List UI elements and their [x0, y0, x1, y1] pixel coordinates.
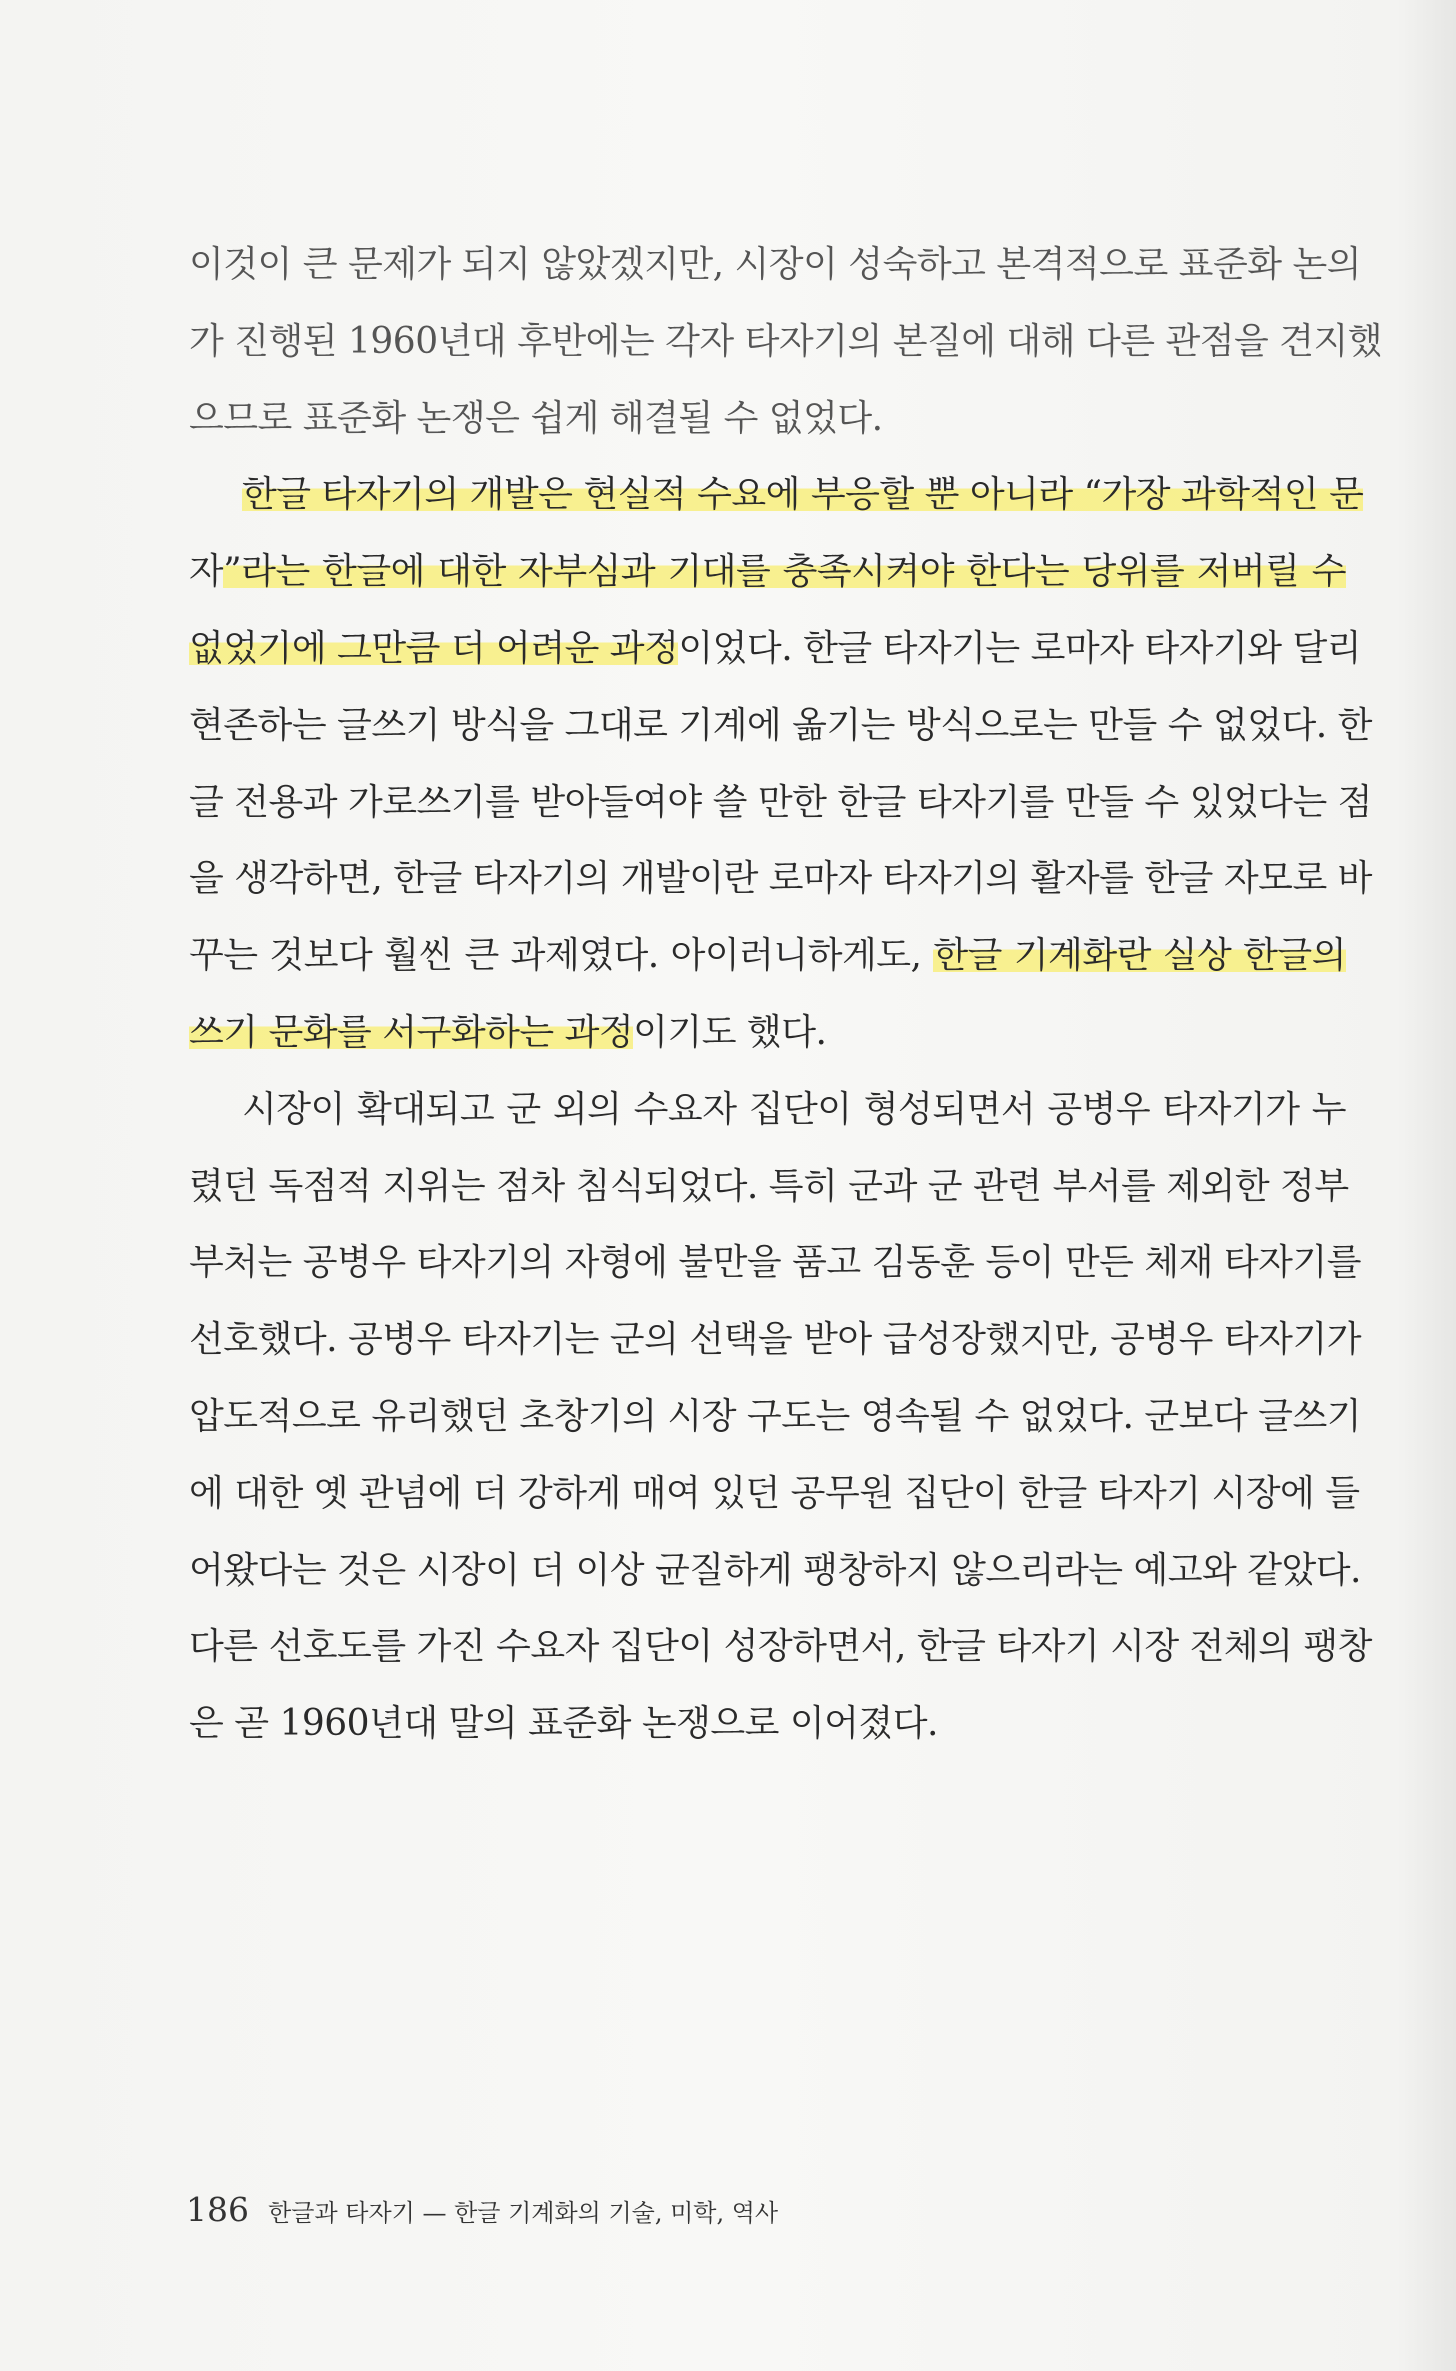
text-segment: 렸던 독점적 지위는 점차 침식되었다. 특히 군과 군 관련 부서를 제외한 정부: [189, 1165, 1349, 1207]
text-line: [189, 1085, 1346, 1162]
text-segment: 을 생각하면, 한글 타자기의 개발이란 로마자 타자기의 활자를 한글 자모로 바: [189, 858, 1372, 900]
highlighted-text: 쓰기 문화를 서구화하는 과정: [189, 1011, 634, 1053]
text-segment: 이것이 큰 문제가 되지 않았겠지만, 시장이 성숙하고 본격적으로 표준화 논의: [189, 244, 1361, 285]
highlighted-text: 한글 타자기의 개발은 현실적 수요에 부응할 뿐 아니라 “가장 과학적인 문: [242, 474, 1364, 516]
text-line: [189, 701, 1372, 778]
text-segment: 글 전용과 가로쓰기를 받아들여야 쓸 만한 한글 타자기를 만들 수 있었다는 점: [189, 781, 1372, 823]
text-segment: 으므로 표준화 논쟁은 쉽게 해결될 수 없었다.: [189, 397, 883, 439]
text-line: [189, 1392, 1361, 1469]
page-number: 186: [186, 2190, 249, 2229]
text-line: [189, 1162, 1349, 1239]
text-line: [189, 1546, 1361, 1623]
text-line: [189, 1469, 1360, 1546]
highlighted-text: 없었기에 그만큼 더 어려운 과정: [189, 627, 679, 669]
text-segment: 현존하는 글쓰기 방식을 그대로 기계에 옮기는 방식으로는 만들 수 없었다. 한: [189, 704, 1372, 746]
text-segment: 가 진행된 1960년대 후반에는 각자 타자기의 본질에 대해 다른 관점을 견지했: [189, 320, 1383, 362]
running-title: 한글과 타자기 — 한글 기계화의 기술, 미학, 역사: [268, 2199, 779, 2227]
text-line: [189, 1699, 1346, 1776]
text-line: [189, 1238, 1361, 1315]
text-segment: 은 곧 1960년대 말의 표준화 논쟁으로 이어졌다.: [189, 1703, 938, 1745]
text-line: [189, 1622, 1372, 1699]
highlighted-text: ”라는 한글에 대한 자부심과 기대를 충족시켜야 한다는 당위를 저버릴 수: [223, 551, 1346, 593]
page-footer: [186, 2190, 778, 2229]
text-line: [189, 317, 1383, 394]
body-text: [189, 240, 1383, 1776]
text-line: [189, 931, 1346, 1008]
text-segment: 압도적으로 유리했던 초창기의 시장 구도는 영속될 수 없었다. 군보다 글쓰기: [189, 1395, 1361, 1437]
text-line: [189, 240, 1361, 317]
text-line: [189, 547, 1346, 624]
highlighted-text: 한글 기계화란 실상 한글의: [933, 935, 1346, 977]
text-segment: 어왔다는 것은 시장이 더 이상 균질하게 팽창하지 않으리라는 예고와 같았다.: [189, 1549, 1361, 1591]
text-segment: 이었다. 한글 타자기는 로마자 타자기와 달리: [678, 627, 1362, 669]
text-segment: 이기도 했다.: [633, 1011, 827, 1053]
text-line: [189, 778, 1372, 855]
text-segment: 선호했다. 공병우 타자기는 군의 선택을 받아 급성장했지만, 공병우 타자기가: [189, 1319, 1361, 1361]
text-segment: 에 대한 옛 관념에 더 강하게 매여 있던 공무원 집단이 한글 타자기 시장에 들: [189, 1472, 1360, 1514]
text-segment: 꾸는 것보다 훨씬 큰 과제였다. 아이러니하게도,: [189, 935, 934, 977]
text-line: [189, 854, 1372, 931]
text-line: [189, 1008, 1346, 1085]
text-line: [189, 394, 1346, 471]
text-segment: 부처는 공병우 타자기의 자형에 불만을 품고 김동훈 등이 만든 체재 타자기를: [189, 1242, 1361, 1284]
text-line: [189, 470, 1364, 547]
text-line: [189, 1315, 1361, 1392]
text-segment: 자: [189, 551, 224, 593]
text-segment: 시장이 확대되고 군 외의 수요자 집단이 형성되면서 공병우 타자기가 누: [242, 1088, 1346, 1130]
text-line: [189, 624, 1362, 701]
text-segment: 다른 선호도를 가진 수요자 집단이 성장하면서, 한글 타자기 시장 전체의 팽창: [189, 1626, 1372, 1668]
